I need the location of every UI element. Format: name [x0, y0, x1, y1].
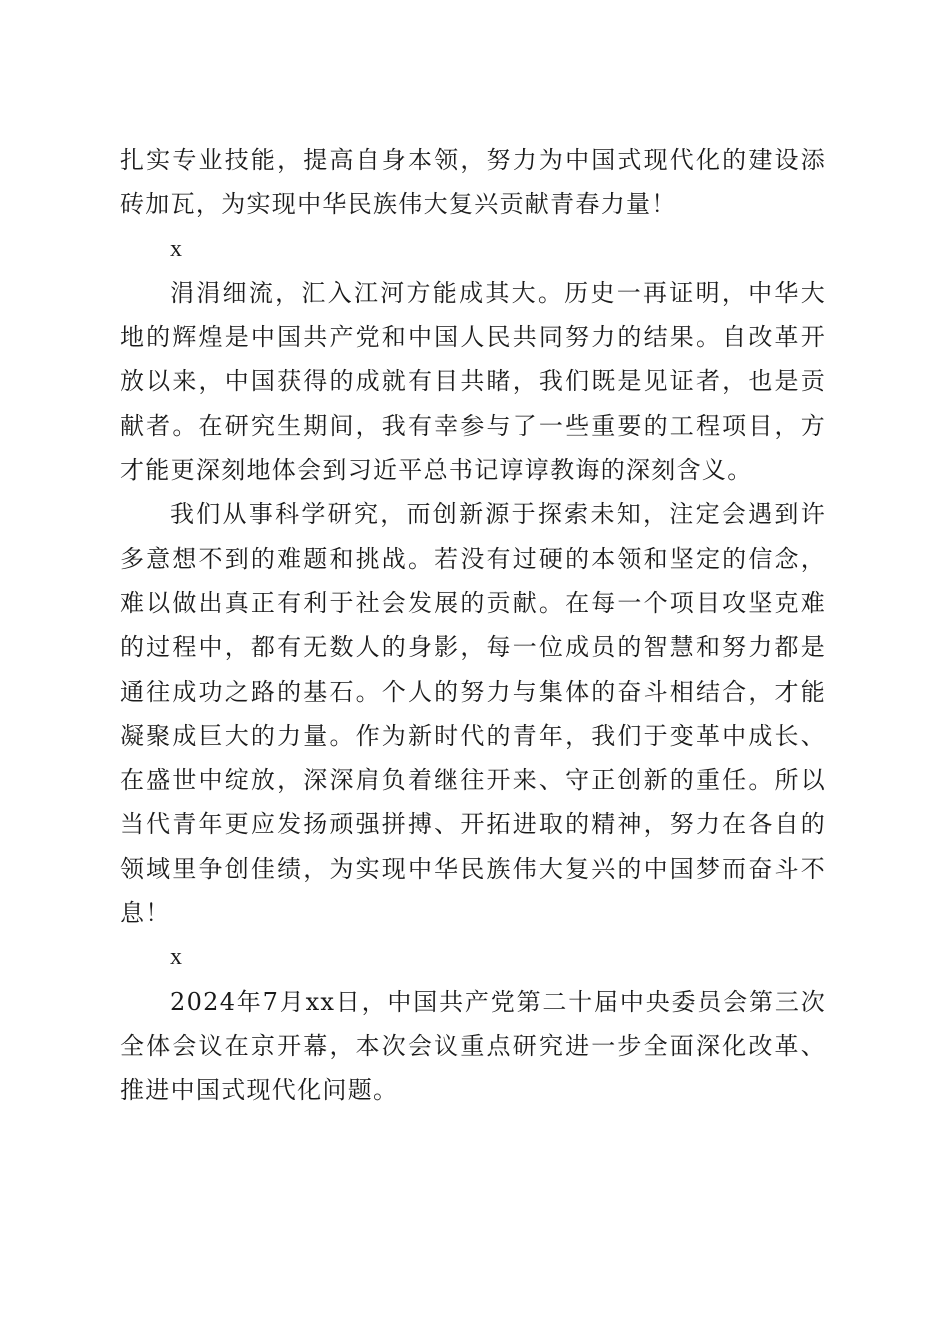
paragraph-continuation: 扎实专业技能，提高自身本领，努力为中国式现代化的建设添砖加瓦，为实现中华民族伟大复兴贡献青春力量！ [120, 146, 826, 219]
document-body [120, 138, 826, 1113]
section-separator: x [170, 235, 184, 262]
paragraph: 我们从事科学研究，而创新源于探索未知，注定会遇到许多意想不到的难题和挑战。若没有过硬的本领和坚定的信念，难以做出真正有利于社会发展的贡献。在每一个项目攻坚克难的过程中，都有无数人的身影，每一位成员的智慧和努力都是通往成功之路的基石。个人的努力与集体的奋斗相结合，才能凝聚成巨大的力量。作为新时代的青年，我们于变革中成长、在盛世中绽放，深深肩负着继往开来、守正创新的重任。所以当代青年更应发扬顽强拼搏、开拓进取的精神，努力在各自的领域里争创佳绩，为实现中华民族伟大复兴的中国梦而奋斗不息！ [120, 500, 826, 928]
paragraph: 2024年7月xx日，中国共产党第二十届中央委员会第三次全体会议在京开幕，本次会议重点研究进一步全面深化改革、推进中国式现代化问题。 [120, 987, 826, 1105]
section-separator: x [170, 944, 184, 971]
paragraph: 涓涓细流，汇入江河方能成其大。历史一再证明，中华大地的辉煌是中国共产党和中国人民共同努力的结果。自改革开放以来，中国获得的成就有目共睹，我们既是见证者，也是贡献者。在研究生期间，我有幸参与了一些重要的工程项目，方才能更深刻地体会到习近平总书记谆谆教诲的深刻含义。 [120, 278, 826, 485]
